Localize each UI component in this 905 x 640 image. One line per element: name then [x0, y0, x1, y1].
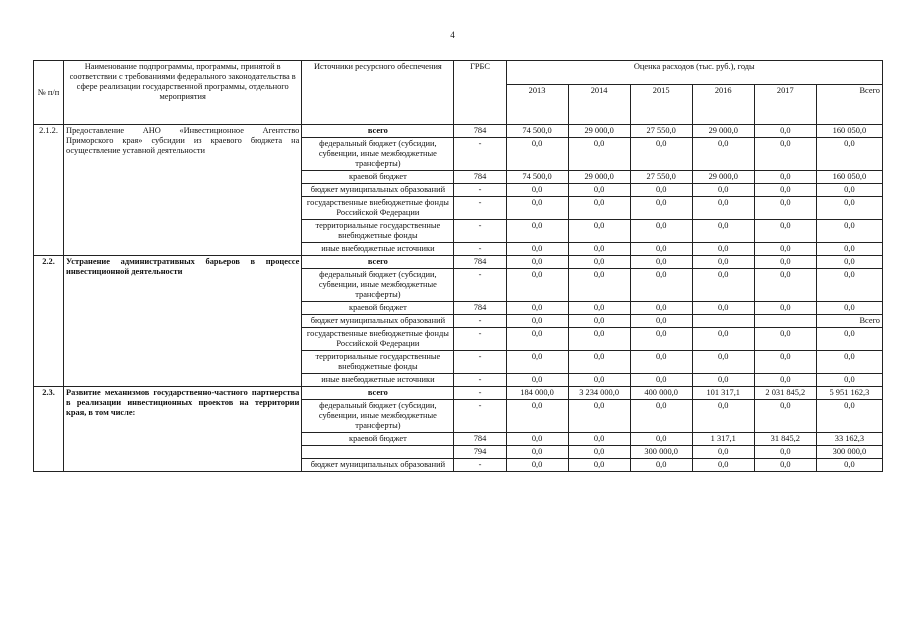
header-grbs: ГРБС	[454, 61, 506, 125]
header-total: Всего	[816, 85, 882, 125]
total-cell: 0,0	[816, 197, 882, 220]
value-cell: 0,0	[692, 459, 754, 472]
value-cell: 0,0	[568, 433, 630, 446]
value-cell: 0,0	[568, 269, 630, 302]
value-cell: 0,0	[692, 328, 754, 351]
header-year: 2014	[568, 85, 630, 125]
value-cell: 0,0	[506, 459, 568, 472]
grbs-cell: -	[454, 197, 506, 220]
value-cell: 31 845,2	[754, 433, 816, 446]
row-number: 2.2.	[34, 256, 64, 387]
row-number: 2.1.2.	[34, 125, 64, 256]
grbs-cell: 784	[454, 256, 506, 269]
value-cell: 0,0	[754, 400, 816, 433]
source-cell: бюджет муниципальных образований	[302, 459, 454, 472]
value-cell: 0,0	[568, 315, 630, 328]
value-cell: 0,0	[630, 256, 692, 269]
source-cell: федеральный бюджет (субсидии, субвенции, иные межбюджетные трансферты)	[302, 269, 454, 302]
value-cell: 0,0	[506, 197, 568, 220]
source-cell	[302, 446, 454, 459]
value-cell: 0,0	[630, 269, 692, 302]
value-cell: 0,0	[754, 138, 816, 171]
measure-name: Предоставление АНО «Инвестиционное Агентство Приморского края» субсидии из краевого бюджета на осуществление уставной деятельности	[64, 125, 302, 256]
grbs-cell: -	[454, 387, 506, 400]
total-cell: 0,0	[816, 351, 882, 374]
value-cell: 0,0	[568, 328, 630, 351]
measure-name: Устранение административных барьеров в процессе инвестиционной деятельности	[64, 256, 302, 387]
total-cell: 0,0	[816, 184, 882, 197]
value-cell: 0,0	[630, 374, 692, 387]
value-cell: 0,0	[754, 243, 816, 256]
value-cell: 0,0	[692, 243, 754, 256]
measure-name: Развитие механизмов государственно-частного партнерства в реализации инвестиционных проектов на территории края, в том числе:	[64, 387, 302, 472]
value-cell: 27 550,0	[630, 171, 692, 184]
source-cell: федеральный бюджет (субсидии, субвенции, иные межбюджетные трансферты)	[302, 138, 454, 171]
source-cell: государственные внебюджетные фонды Российской Федерации	[302, 328, 454, 351]
value-cell: 0,0	[754, 302, 816, 315]
value-cell: 0,0	[754, 197, 816, 220]
value-cell	[692, 315, 754, 328]
value-cell: 0,0	[754, 459, 816, 472]
total-cell: 0,0	[816, 459, 882, 472]
grbs-cell: 794	[454, 446, 506, 459]
value-cell: 0,0	[506, 138, 568, 171]
value-cell: 74 500,0	[506, 125, 568, 138]
value-cell: 0,0	[506, 351, 568, 374]
grbs-cell: -	[454, 351, 506, 374]
source-cell: федеральный бюджет (субсидии, субвенции, иные межбюджетные трансферты)	[302, 400, 454, 433]
value-cell: 29 000,0	[568, 171, 630, 184]
value-cell: 0,0	[754, 269, 816, 302]
value-cell: 0,0	[692, 374, 754, 387]
value-cell: 0,0	[692, 184, 754, 197]
header-num: № п/п	[34, 61, 64, 125]
grbs-cell: -	[454, 315, 506, 328]
grbs-cell: -	[454, 269, 506, 302]
total-cell: 160 050,0	[816, 125, 882, 138]
total-cell: 160 050,0	[816, 171, 882, 184]
header-sources: Источники ресурсного обеспечения	[302, 61, 454, 125]
source-cell: всего	[302, 256, 454, 269]
grbs-cell: -	[454, 184, 506, 197]
value-cell: 0,0	[506, 433, 568, 446]
value-cell: 0,0	[506, 243, 568, 256]
value-cell: 0,0	[568, 302, 630, 315]
header-row	[34, 61, 883, 85]
source-cell: краевой бюджет	[302, 171, 454, 184]
row-number: 2.3.	[34, 387, 64, 472]
value-cell: 0,0	[630, 197, 692, 220]
value-cell: 0,0	[630, 433, 692, 446]
value-cell: 74 500,0	[506, 171, 568, 184]
value-cell: 0,0	[506, 256, 568, 269]
value-cell: 0,0	[692, 302, 754, 315]
value-cell: 0,0	[630, 315, 692, 328]
value-cell: 184 000,0	[506, 387, 568, 400]
total-cell: 0,0	[816, 243, 882, 256]
value-cell: 0,0	[754, 374, 816, 387]
source-cell: бюджет муниципальных образований	[302, 315, 454, 328]
table-body	[34, 125, 883, 472]
total-cell: Всего	[816, 315, 882, 328]
value-cell: 300 000,0	[630, 446, 692, 459]
value-cell: 0,0	[568, 446, 630, 459]
value-cell: 0,0	[692, 446, 754, 459]
value-cell: 0,0	[568, 243, 630, 256]
source-cell: краевой бюджет	[302, 302, 454, 315]
value-cell: 0,0	[568, 138, 630, 171]
value-cell: 0,0	[630, 138, 692, 171]
total-cell: 0,0	[816, 374, 882, 387]
value-cell: 0,0	[692, 256, 754, 269]
source-cell: иные внебюджетные источники	[302, 374, 454, 387]
total-cell: 0,0	[816, 328, 882, 351]
value-cell: 0,0	[630, 243, 692, 256]
value-cell: 0,0	[568, 220, 630, 243]
value-cell: 0,0	[568, 400, 630, 433]
grbs-cell: -	[454, 400, 506, 433]
grbs-cell: -	[454, 459, 506, 472]
value-cell: 0,0	[630, 459, 692, 472]
source-cell: государственные внебюджетные фонды Российской Федерации	[302, 197, 454, 220]
source-cell: территориальные государственные внебюджетные фонды	[302, 220, 454, 243]
grbs-cell: -	[454, 138, 506, 171]
value-cell: 0,0	[754, 351, 816, 374]
page-number: 4	[450, 30, 455, 40]
value-cell: 0,0	[754, 220, 816, 243]
header-year: 2013	[506, 85, 568, 125]
value-cell: 0,0	[506, 184, 568, 197]
value-cell: 0,0	[506, 315, 568, 328]
value-cell: 0,0	[754, 256, 816, 269]
total-cell: 0,0	[816, 269, 882, 302]
value-cell: 0,0	[506, 374, 568, 387]
total-cell: 0,0	[816, 220, 882, 243]
value-cell: 0,0	[568, 184, 630, 197]
value-cell: 0,0	[568, 459, 630, 472]
value-cell: 29 000,0	[692, 171, 754, 184]
header-year: 2015	[630, 85, 692, 125]
value-cell: 0,0	[692, 138, 754, 171]
total-cell: 33 162,3	[816, 433, 882, 446]
value-cell: 0,0	[568, 197, 630, 220]
value-cell: 0,0	[692, 220, 754, 243]
value-cell: 0,0	[568, 351, 630, 374]
total-cell: 0,0	[816, 256, 882, 269]
value-cell: 0,0	[630, 400, 692, 433]
value-cell: 0,0	[630, 351, 692, 374]
grbs-cell: -	[454, 243, 506, 256]
grbs-cell: 784	[454, 171, 506, 184]
source-cell: иные внебюджетные источники	[302, 243, 454, 256]
grbs-cell: -	[454, 374, 506, 387]
grbs-cell: 784	[454, 302, 506, 315]
total-cell: 5 951 162,3	[816, 387, 882, 400]
header-estimate: Оценка расходов (тыс. руб.), годы	[506, 61, 882, 85]
value-cell: 0,0	[692, 400, 754, 433]
value-cell: 1 317,1	[692, 433, 754, 446]
value-cell: 0,0	[506, 269, 568, 302]
value-cell: 0,0	[754, 125, 816, 138]
value-cell: 29 000,0	[568, 125, 630, 138]
header-year: 2017	[754, 85, 816, 125]
value-cell: 0,0	[692, 197, 754, 220]
value-cell: 0,0	[506, 446, 568, 459]
value-cell: 0,0	[754, 171, 816, 184]
value-cell: 0,0	[630, 328, 692, 351]
grbs-cell: 784	[454, 433, 506, 446]
value-cell: 0,0	[568, 256, 630, 269]
value-cell: 0,0	[506, 302, 568, 315]
value-cell: 0,0	[506, 328, 568, 351]
value-cell: 101 317,1	[692, 387, 754, 400]
grbs-cell: 784	[454, 125, 506, 138]
total-cell: 0,0	[816, 138, 882, 171]
value-cell: 29 000,0	[692, 125, 754, 138]
source-cell: бюджет муниципальных образований	[302, 184, 454, 197]
value-cell	[754, 315, 816, 328]
source-cell: всего	[302, 387, 454, 400]
value-cell: 3 234 000,0	[568, 387, 630, 400]
value-cell: 0,0	[754, 184, 816, 197]
budget-table	[33, 60, 883, 472]
total-cell: 0,0	[816, 302, 882, 315]
value-cell: 0,0	[630, 220, 692, 243]
value-cell: 0,0	[754, 328, 816, 351]
value-cell: 0,0	[630, 184, 692, 197]
source-cell: краевой бюджет	[302, 433, 454, 446]
table-row	[34, 125, 883, 138]
total-cell: 300 000,0	[816, 446, 882, 459]
value-cell: 0,0	[506, 400, 568, 433]
value-cell: 0,0	[568, 374, 630, 387]
source-cell: территориальные государственные внебюджетные фонды	[302, 351, 454, 374]
header-year: 2016	[692, 85, 754, 125]
table-row	[34, 387, 883, 400]
value-cell: 0,0	[692, 351, 754, 374]
source-cell: всего	[302, 125, 454, 138]
grbs-cell: -	[454, 220, 506, 243]
value-cell: 0,0	[630, 302, 692, 315]
grbs-cell: -	[454, 328, 506, 351]
value-cell: 400 000,0	[630, 387, 692, 400]
value-cell: 2 031 845,2	[754, 387, 816, 400]
value-cell: 0,0	[754, 446, 816, 459]
value-cell: 27 550,0	[630, 125, 692, 138]
table-row	[34, 256, 883, 269]
header-name: Наименование подпрограммы, программы, принятой в соответствии с требованиями федерального законодательства в сфере реализации государственной программы, отдельного мероприятия	[64, 61, 302, 125]
value-cell: 0,0	[506, 220, 568, 243]
value-cell: 0,0	[692, 269, 754, 302]
total-cell: 0,0	[816, 400, 882, 433]
